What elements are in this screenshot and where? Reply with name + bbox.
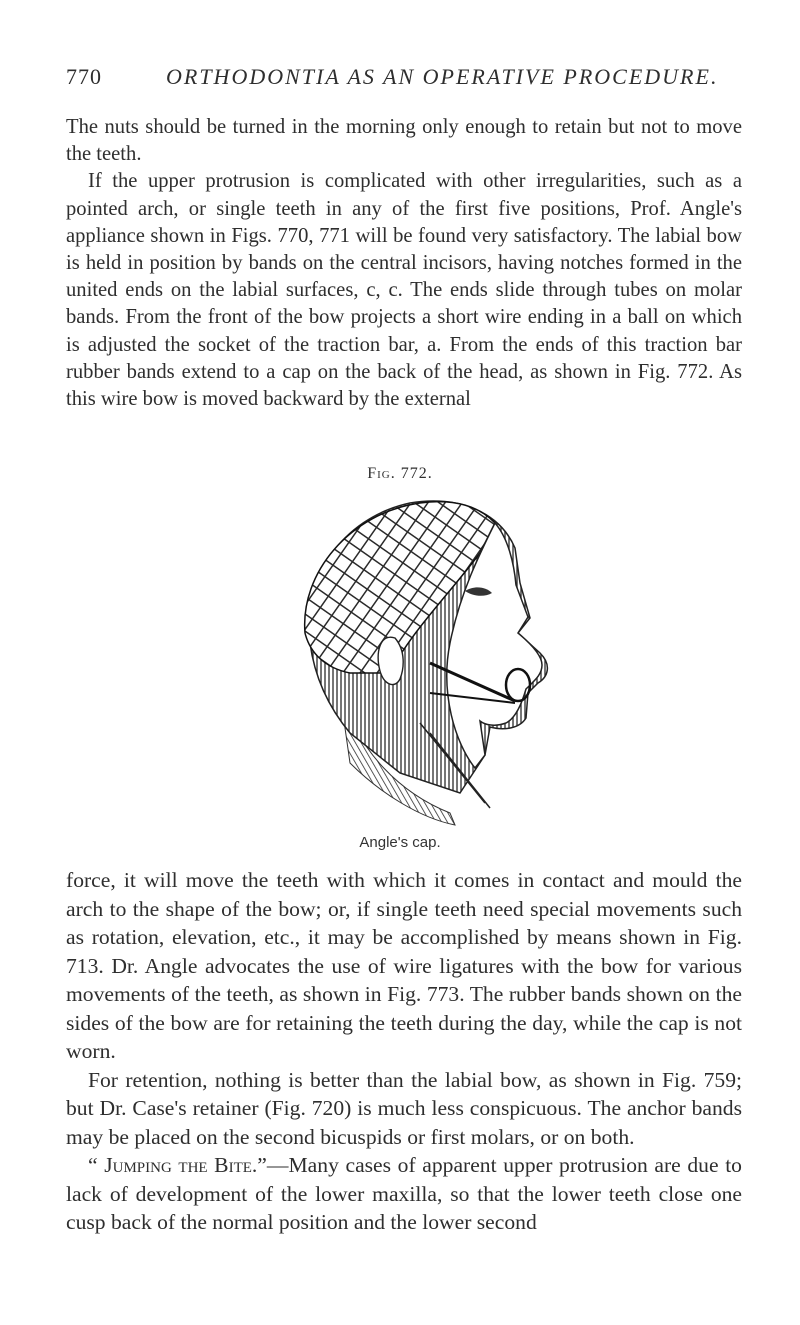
paragraph-text: —Many cases of apparent upper protrusion are due to lack of development of the lower maxilla, so that the lower teeth close one cusp back of the normal position and the lower second <box>66 1153 742 1234</box>
section-heading: “ Jumping the Bite.” <box>88 1153 267 1177</box>
paragraph: For retention, nothing is better than the labial bow, as shown in Fig. 759; but Dr. Case's retainer (Fig. 720) is much less conspicuous. The anchor bands may be placed on the second bicuspids or first molars, or on both. <box>66 1067 742 1149</box>
paragraph: force, it will move the teeth with which it comes in contact and mould the arch to the shape of the bow; or, if single teeth need special movements such as rotation, elevation, etc., it may be accomplished by means shown in Fig. 713. Dr. Angle advocates the use of wire ligatures with the bow for various movements of the teeth, as shown in Fig. 773. The rubber bands shown on the sides of the bow are for retaining the teeth during the day, while the cap is not worn. <box>66 868 742 1063</box>
body-text-bottom <box>66 866 742 1237</box>
paragraph: The nuts should be turned in the morning only enough to retain but not to move the teeth. <box>66 116 742 166</box>
ear <box>378 637 403 684</box>
paragraph <box>66 1151 742 1237</box>
page-number: 770 <box>66 64 102 89</box>
angle-cap-illustration <box>280 493 570 831</box>
running-header <box>66 64 742 94</box>
body-text-top <box>66 114 742 413</box>
figure-caption: Fig. 772. <box>367 465 433 482</box>
running-title: ORTHODONTIA AS AN OPERATIVE PROCEDURE. <box>166 64 719 89</box>
figure-legend: Angle's cap. <box>359 834 441 851</box>
paragraph: If the upper protrusion is complicated with other irregularities, such as a pointed arch, or single teeth in any of the first five positions, Prof. Angle's appliance shown in Figs. 770, 771 will be found very satisfactory. The labial bow is held in position by bands on the central incisors, having notches formed in the united ends on the labial surfaces, c, c. The ends slide through tubes on molar bands. From the front of the bow projects a short wire ending in a ball on which is adjusted the socket of the traction bar, a. From the ends of this traction bar rubber bands extend to a cap on the back of the head, as shown in Fig. 772. As this wire bow is moved backward by the external <box>66 170 742 411</box>
